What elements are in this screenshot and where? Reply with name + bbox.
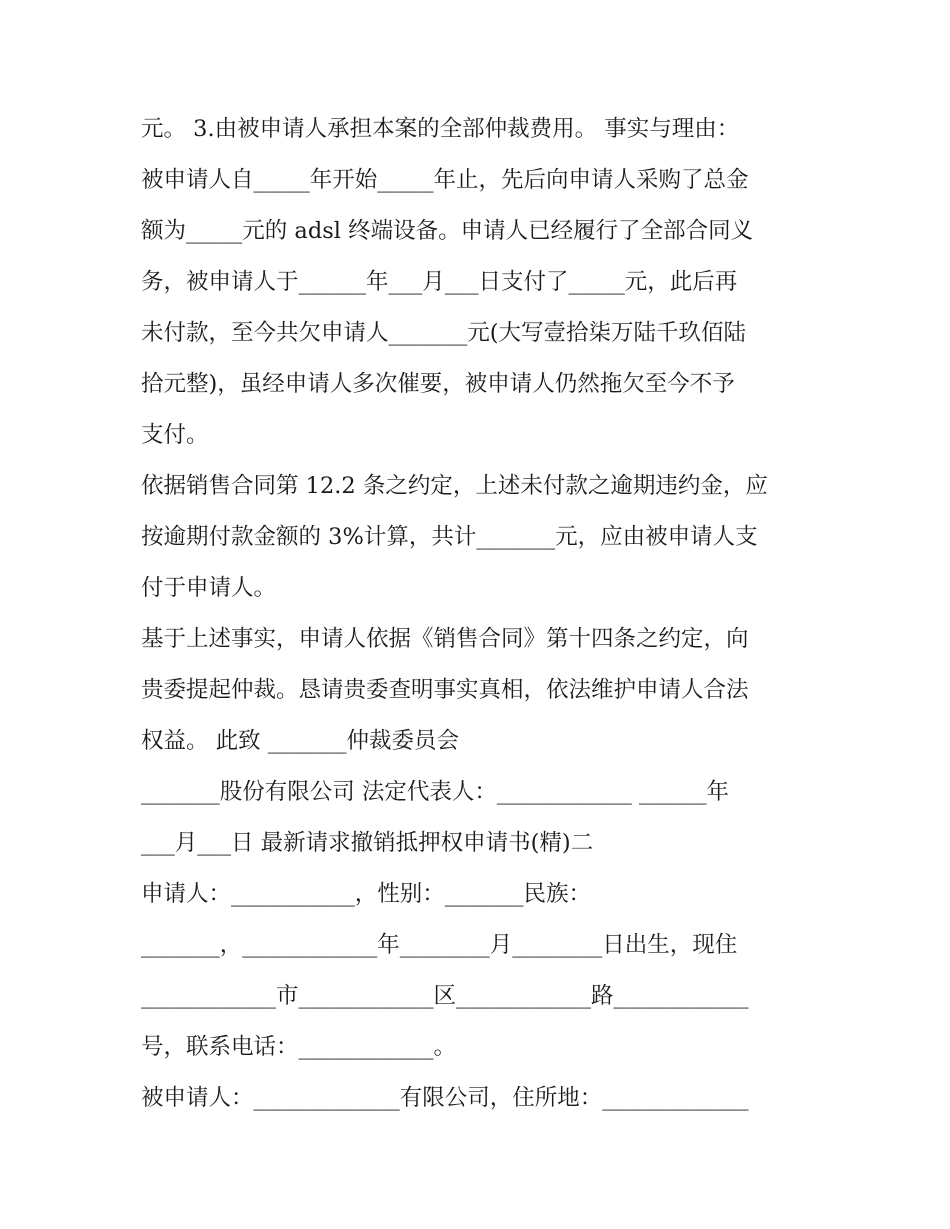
- text-line-1: 元。 3.由被申请人承担本案的全部仲裁费用。 事实与理由：: [141, 116, 740, 142]
- text-line-14: _______股份有限公司 法定代表人：____________ ______年: [141, 779, 730, 805]
- text-line-4: 务，被申请人于______年___月___日支付了_____元，此后再: [141, 269, 738, 295]
- text-line-10: 付于申请人。: [141, 575, 277, 601]
- text-line-2: 被申请人自_____年开始_____年止，先后向申请人采购了总金: [141, 167, 749, 193]
- text-line-9: 按逾期付款金额的 3%计算，共计_______元，应由被申请人支: [141, 524, 758, 550]
- text-line-17: _______，____________年________月________日出生，现住: [141, 932, 738, 958]
- text-line-15: ___月___日 最新请求撤销抵押权申请书(精)二: [141, 830, 594, 856]
- text-line-3: 额为_____元的 adsl 终端设备。申请人已经履行了全部合同义: [141, 218, 754, 244]
- text-line-5: 未付款，至今共欠申请人_______元(大写壹拾柒万陆千玖佰陆: [141, 320, 747, 346]
- text-line-8: 依据销售合同第 12.2 条之约定，上述未付款之逾期违约金，应: [141, 473, 768, 499]
- text-line-7: 支付。: [141, 422, 209, 448]
- document-body: [141, 104, 821, 1124]
- text-line-12: 贵委提起仲裁。恳请贵委查明事实真相，依法维护申请人合法: [141, 677, 749, 703]
- text-line-16: 申请人：___________，性别：_______民族：: [141, 881, 592, 907]
- text-line-19: 号，联系电话：____________。: [141, 1034, 457, 1060]
- text-line-20: 被申请人：_____________有限公司，住所地：_____________: [141, 1085, 749, 1111]
- text-line-18: ____________市____________区____________路____________: [141, 983, 749, 1009]
- text-line-6: 拾元整)，虽经申请人多次催要，被申请人仍然拖欠至今不予: [141, 371, 735, 397]
- text-line-11: 基于上述事实，申请人依据《销售合同》第十四条之约定，向: [141, 626, 749, 652]
- text-line-13: 权益。 此致 _______仲裁委员会: [141, 728, 460, 754]
